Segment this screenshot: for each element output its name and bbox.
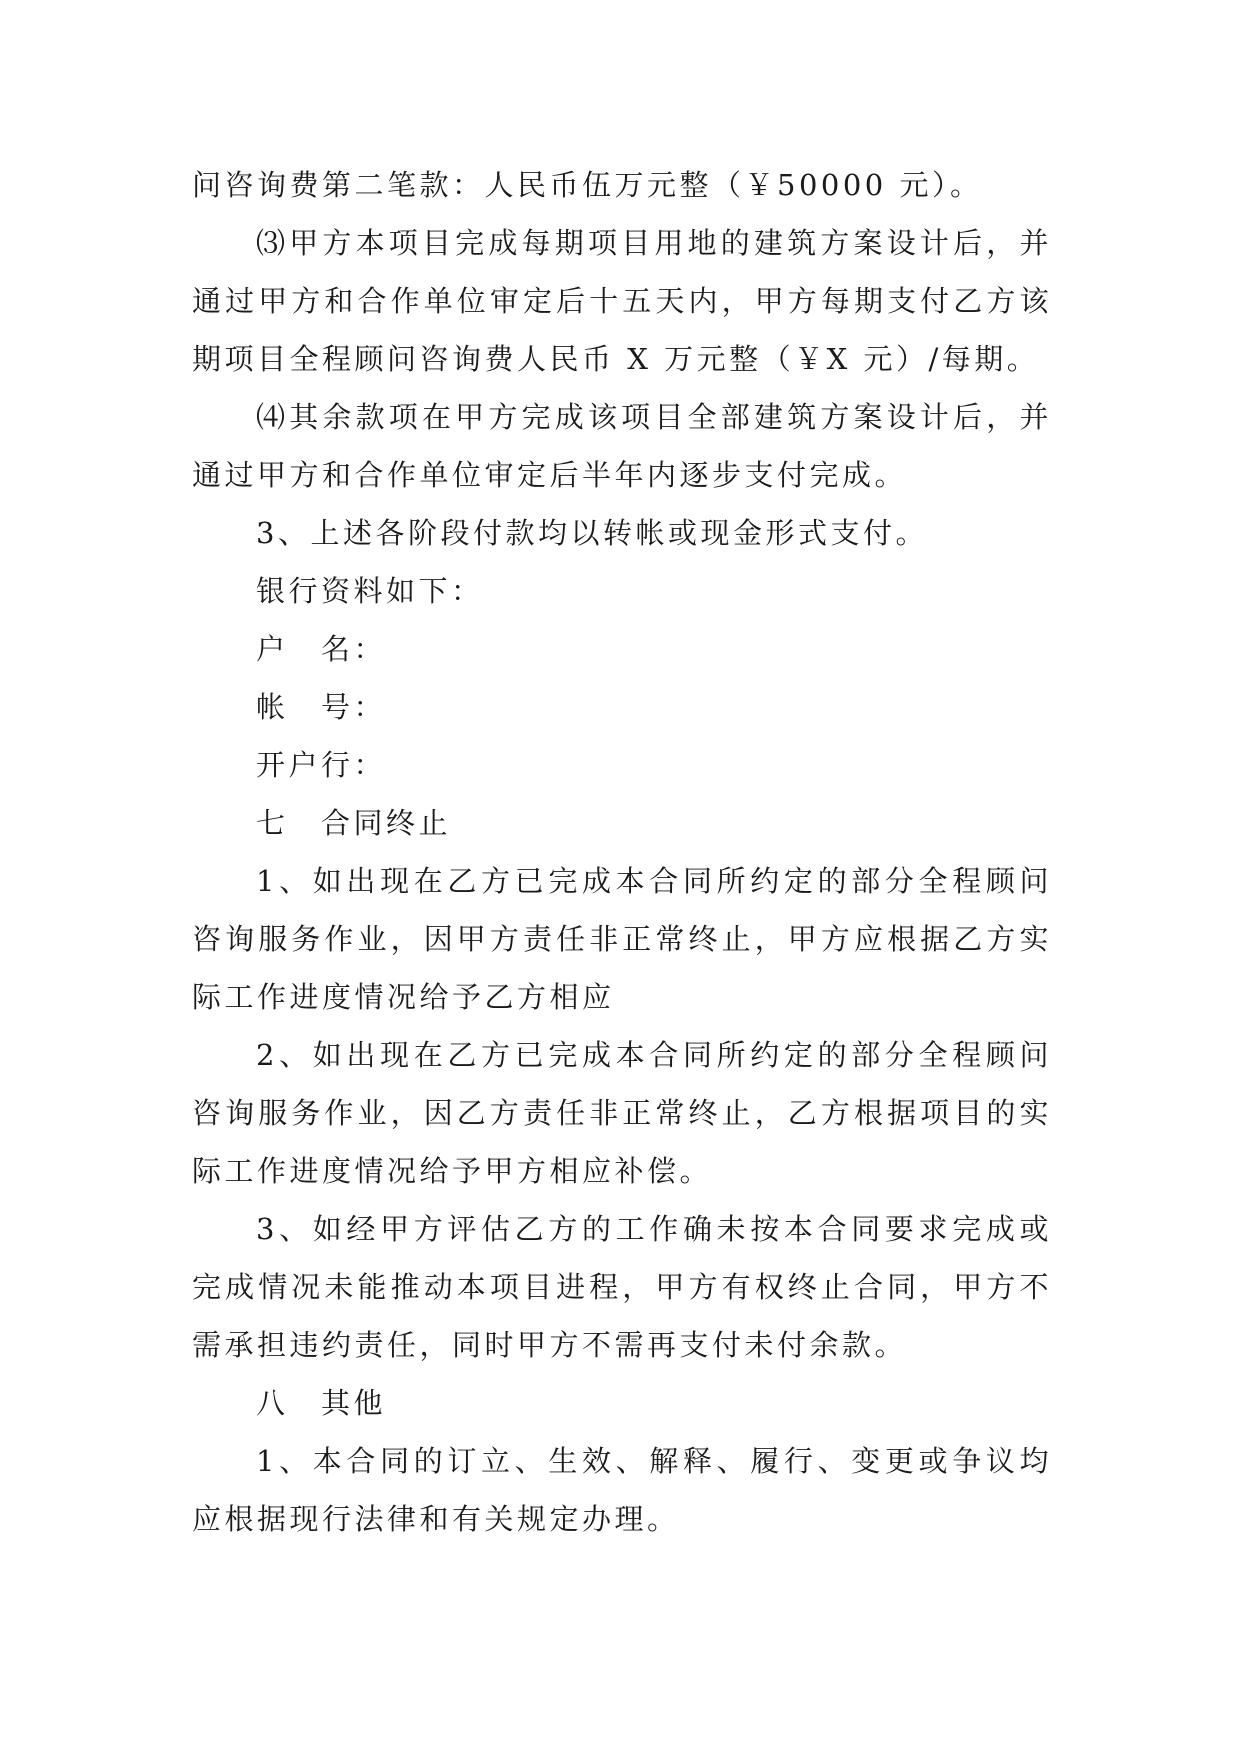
paragraph-account-number: 帐 号： [256, 690, 387, 724]
paragraph-remaining-payment: ⑷其余款项在甲方完成该项目全部建筑方案设计后，并通过甲方和合作单位审定后半年内逐步支付完成。 [192, 400, 1052, 492]
paragraph-payment-method: 3、上述各阶段付款均以转帐或现金形式支付。 [256, 516, 928, 550]
paragraph-termination-clause-3: 3、如经甲方评估乙方的工作确未按本合同要求完成或完成情况未能推动本项目进程，甲方有权终止合同，甲方不需承担违约责任，同时甲方不需再支付未付余款。 [192, 1212, 1052, 1362]
paragraph-per-phase-payment: ⑶甲方本项目完成每期项目用地的建筑方案设计后，并通过甲方和合作单位审定后十五天内，甲方每期支付乙方该期项目全程顾问咨询费人民币 X 万元整（￥X 元）/每期。 [192, 226, 1052, 376]
paragraph-bank-branch: 开户行： [256, 748, 387, 782]
paragraph-termination-clause-1: 1、如出现在乙方已完成本合同所约定的部分全程顾问咨询服务作业，因甲方责任非正常终止，甲方应根据乙方实际工作进度情况给予乙方相应 [192, 864, 1052, 1014]
paragraph-bank-info-heading: 银行资料如下： [256, 574, 484, 608]
document-body [192, 156, 1052, 1548]
section-heading-other: 八 其他 [256, 1386, 387, 1420]
section-heading-termination: 七 合同终止 [256, 806, 452, 840]
paragraph-account-name: 户 名： [256, 632, 387, 666]
paragraph-termination-clause-2: 2、如出现在乙方已完成本合同所约定的部分全程顾问咨询服务作业，因乙方责任非正常终止，乙方根据项目的实际工作进度情况给予甲方相应补偿。 [192, 1038, 1052, 1188]
paragraph-other-clause-1: 1、本合同的订立、生效、解释、履行、变更或争议均应根据现行法律和有关规定办理。 [192, 1444, 1052, 1536]
paragraph-fee-second-payment: 问咨询费第二笔款：人民币伍万元整（￥50000 元）。 [192, 168, 983, 202]
